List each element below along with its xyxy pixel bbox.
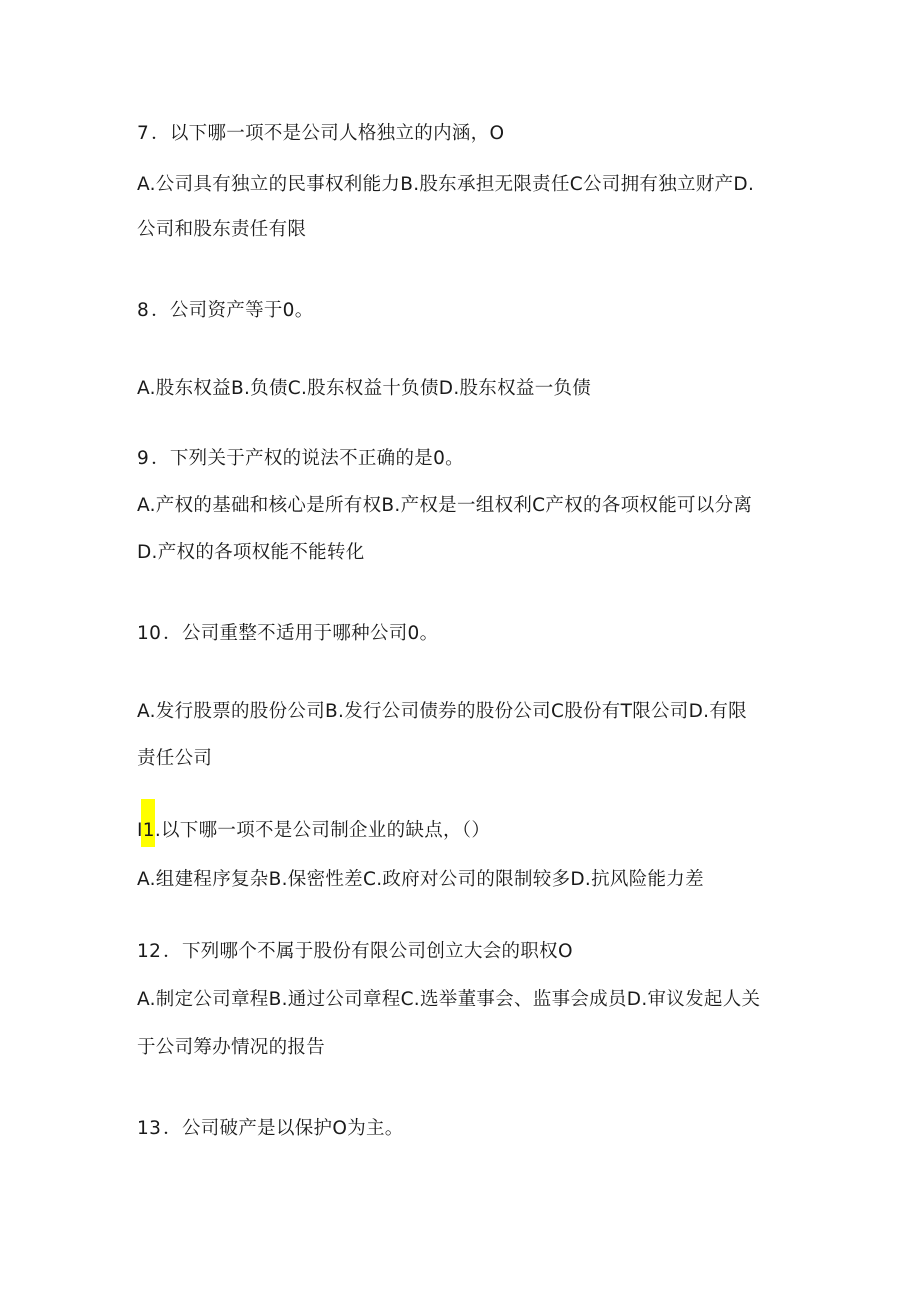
question-text: ．下列哪个不属于股份有限公司创立大会的职权O — [163, 941, 573, 962]
question-10-options-line-1: A.发行股票的股份公司B.发行公司债券的股份公司C股份有T限公司D.有限 — [137, 701, 747, 722]
question-9-options-line-1: A.产权的基础和核心是所有权B.产权是一组权利C产权的各项权能可以分离 — [137, 495, 753, 516]
question-number: 9 — [137, 448, 150, 469]
question-number: 8 — [137, 300, 150, 321]
question-7-stem — [137, 122, 504, 146]
question-12-stem — [137, 940, 573, 964]
question-text: ．公司资产等于0。 — [151, 300, 314, 321]
question-11-stem — [137, 819, 490, 843]
question-number: 10 — [137, 623, 162, 644]
question-8-stem — [137, 299, 314, 323]
question-text: ．公司重整不适用于哪种公司0。 — [163, 623, 439, 644]
question-text: ．以下哪一项不是公司人格独立的内涵，O — [151, 123, 505, 144]
question-9-options-line-2: D.产权的各项权能不能转化 — [137, 542, 365, 563]
question-number: 13 — [137, 1118, 162, 1139]
highlighted-question-number — [137, 819, 155, 843]
question-number: 12 — [137, 941, 162, 962]
question-10-stem — [137, 622, 438, 646]
question-number: 7 — [137, 123, 150, 144]
question-8-options-line-1: A.股东权益B.负债C.股东权益十负债D.股东权益一负债 — [137, 378, 592, 399]
question-11-options-line-1: A.组建程序复杂B.保密性差C.政府对公司的限制较多D.抗风险能力差 — [137, 869, 704, 890]
question-number: I1 — [137, 820, 155, 841]
question-9-stem — [137, 447, 464, 471]
question-12-options-line-1: A.制定公司章程B.通过公司章程C.选举董事会、监事会成员D.审议发起人关 — [137, 989, 761, 1010]
question-13-stem — [137, 1117, 404, 1141]
question-text: .以下哪一项不是公司制企业的缺点，（） — [154, 820, 491, 841]
question-7-options-line-2: 公司和股东责任有限 — [137, 219, 307, 240]
question-7-options-line-1: A.公司具有独立的民事权利能力B.股东承担无限责任C公司拥有独立财产D. — [137, 174, 755, 195]
question-text: ．公司破产是以保护O为主。 — [163, 1118, 404, 1139]
question-10-options-line-2: 责任公司 — [137, 748, 213, 769]
question-text: ．下列关于产权的说法不正确的是0。 — [151, 448, 464, 469]
question-12-options-line-2: 于公司筹办情况的报告 — [137, 1037, 326, 1058]
